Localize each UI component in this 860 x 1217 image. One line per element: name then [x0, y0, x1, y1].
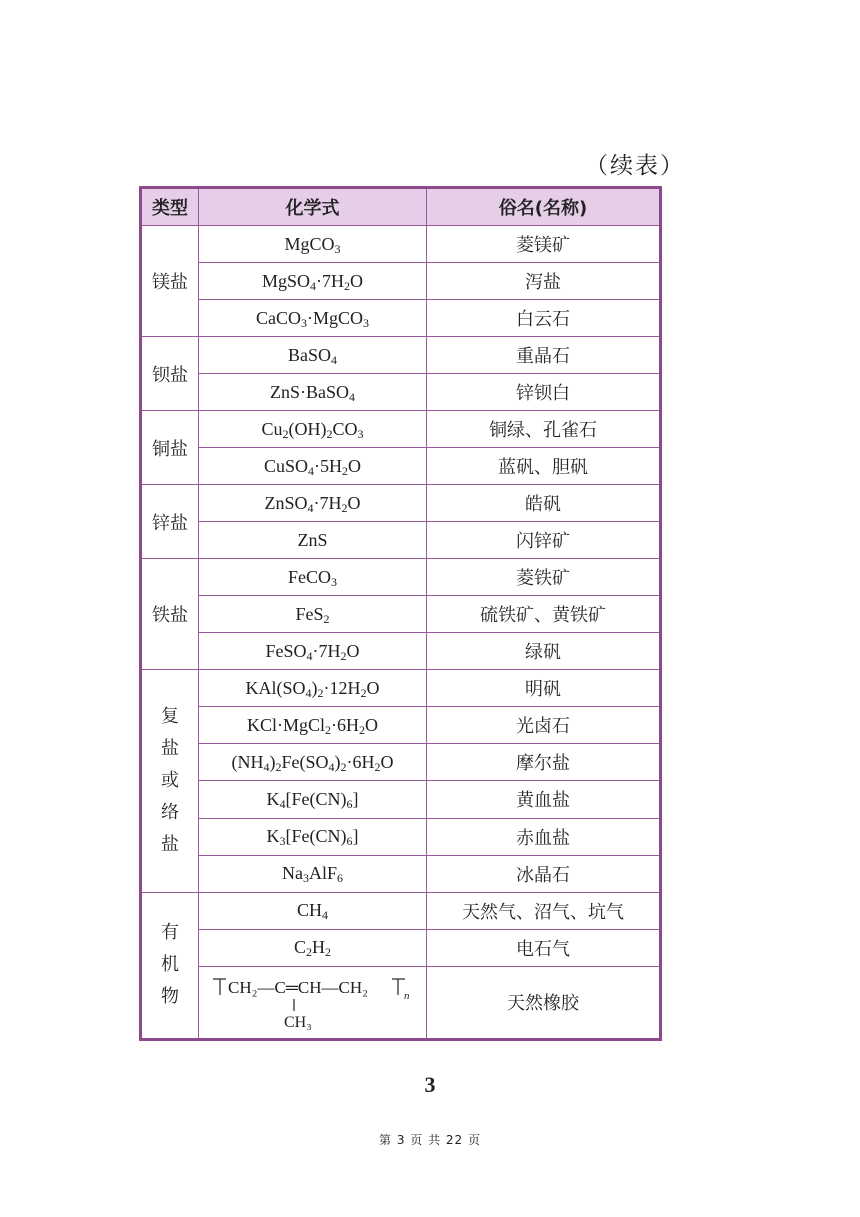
table-row	[141, 226, 661, 263]
formula-cell: $C_2H_2$	[199, 929, 427, 966]
name-cell: 泻盐	[427, 263, 661, 300]
formula-cell: ZnS	[199, 522, 427, 559]
table-row	[141, 596, 661, 633]
formula-cell: $ZnSO_4\cdot 7H_2O$	[199, 485, 427, 522]
table-row	[141, 633, 661, 670]
name-cell: 绿矾	[427, 633, 661, 670]
category-cell: 钡盐	[141, 337, 199, 411]
name-cell: 电石气	[427, 929, 661, 966]
table-row	[141, 411, 661, 448]
header-type: 类型	[141, 188, 199, 226]
name-cell: 闪锌矿	[427, 522, 661, 559]
formula-cell: $(NH_4)_2Fe(SO_4)_2\cdot 6H_2O$	[199, 744, 427, 781]
table-body	[141, 226, 661, 1040]
formula-cell: $CuSO_4\cdot 5H_2O$	[199, 448, 427, 485]
table-row	[141, 300, 661, 337]
table-row	[141, 892, 661, 929]
name-cell: 皓矾	[427, 485, 661, 522]
formula-cell: $Na_3AlF_6$	[199, 855, 427, 892]
table-row	[141, 337, 661, 374]
page-footer: 第 3 页 共 22 页	[379, 1133, 481, 1147]
formula-cell: $KCl\cdot MgCl_2\cdot 6H_2O$	[199, 707, 427, 744]
header-name: 俗名(名称)	[427, 188, 661, 226]
category-cell: 铁盐	[141, 559, 199, 670]
name-cell: 赤血盐	[427, 818, 661, 855]
category-cell: 锌盐	[141, 485, 199, 559]
table-row	[141, 670, 661, 707]
formula-cell: FeCO$_3$	[199, 559, 427, 596]
category-cell: 复 盐 或 络 盐	[141, 670, 199, 892]
name-cell: 天然气、沼气、坑气	[427, 892, 661, 929]
formula-cell: $KAl(SO_4)_2\cdot 12H_2O$	[199, 670, 427, 707]
name-cell: 蓝矾、胆矾	[427, 448, 661, 485]
table-row	[141, 263, 661, 300]
rubber-main: CH₂—C═CH—CH₂	[227, 977, 368, 997]
page-number: 3	[424, 1072, 436, 1097]
table-header-row	[141, 188, 661, 226]
table-row	[141, 966, 661, 1039]
name-cell: 光卤石	[427, 707, 661, 744]
table-row	[141, 781, 661, 818]
formula-cell: FeS$_2$	[199, 596, 427, 633]
name-cell: 冰晶石	[427, 855, 661, 892]
formula-cell: ZnS·BaSO$_4$	[199, 374, 427, 411]
name-cell: 菱镁矿	[427, 226, 661, 263]
table-row	[141, 374, 661, 411]
continued-label: （续表）	[585, 153, 685, 179]
name-cell: 白云石	[427, 300, 661, 337]
name-cell: 铜绿、孔雀石	[427, 411, 661, 448]
chemical-table	[139, 186, 662, 1041]
category-cell: 镁盐	[141, 226, 199, 337]
formula-cell: $FeSO_4\cdot 7H_2O$	[199, 633, 427, 670]
rubber-branch: CH₃	[283, 1013, 312, 1031]
table-row	[141, 744, 661, 781]
formula-cell: $K_4[Fe(CN)_6]$	[199, 781, 427, 818]
name-cell: 明矾	[427, 670, 661, 707]
table-row	[141, 448, 661, 485]
table-row	[141, 929, 661, 966]
formula-cell: $Cu_2(OH)_2CO_3$	[199, 411, 427, 448]
name-cell: 锌钡白	[427, 374, 661, 411]
rubber-repeat: n	[403, 989, 409, 1002]
category-cell: 铜盐	[141, 411, 199, 485]
table-row	[141, 818, 661, 855]
formula-cell: $K_3[Fe(CN)_6]$	[199, 818, 427, 855]
formula-cell: CaCO$_3$·MgCO$_3$	[199, 300, 427, 337]
name-cell: 硫铁矿、黄铁矿	[427, 596, 661, 633]
category-cell: 有 机 物	[141, 892, 199, 1039]
table-row	[141, 707, 661, 744]
rubber-structure	[208, 969, 418, 1031]
formula-cell: BaSO$_4$	[199, 337, 427, 374]
header-formula: 化学式	[199, 188, 427, 226]
formula-cell: MgCO$_3$	[199, 226, 427, 263]
table-row	[141, 485, 661, 522]
name-cell: 天然橡胶	[427, 966, 661, 1039]
table-row	[141, 855, 661, 892]
name-cell: 重晶石	[427, 337, 661, 374]
name-cell: 菱铁矿	[427, 559, 661, 596]
name-cell: 摩尔盐	[427, 744, 661, 781]
formula-cell: $MgSO_4\cdot 7H_2O$	[199, 263, 427, 300]
table-row	[141, 559, 661, 596]
formula-cell: $CH_4$	[199, 892, 427, 929]
name-cell: 黄血盐	[427, 781, 661, 818]
formula-cell	[199, 966, 427, 1039]
table-row	[141, 522, 661, 559]
